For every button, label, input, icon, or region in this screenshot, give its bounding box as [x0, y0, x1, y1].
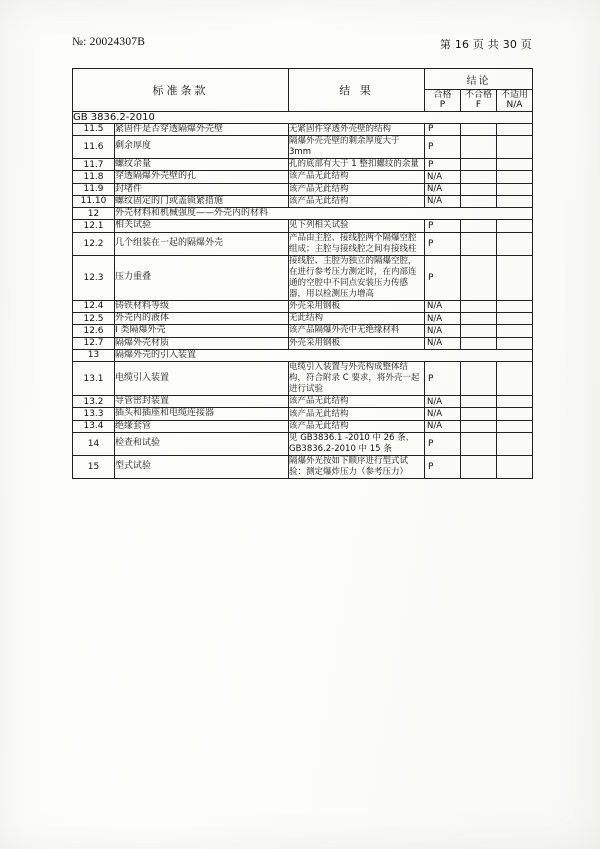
row-mark-fail — [461, 232, 497, 255]
row-result-text: 外壳采用钢板 — [289, 337, 425, 349]
row-clause-number: 12 — [73, 208, 115, 220]
row-mark-fail — [461, 325, 497, 337]
row-mark-na — [497, 183, 533, 195]
row-clause-title: 外壳材料和机械强度——外壳内的材料 — [115, 208, 533, 220]
row-result-text: 该产品无此结构 — [289, 183, 425, 195]
row-result-text: 隔爆外壳壳壁的剩余厚度大于 3mm — [289, 135, 425, 158]
row-mark-pass: P — [425, 232, 461, 255]
row-clause-number: 14 — [73, 432, 115, 455]
row-clause-number: 13.3 — [73, 408, 115, 420]
row-clause-number: 13.4 — [73, 420, 115, 432]
row-clause-text: 绝缘套管 — [115, 420, 289, 432]
row-mark-na — [497, 420, 533, 432]
row-mark-pass: N/A — [425, 325, 461, 337]
row-mark-pass: P — [425, 135, 461, 158]
row-mark-pass: N/A — [425, 300, 461, 312]
row-result-text: 见下列相关试验 — [289, 220, 425, 232]
row-clause-number: 11.6 — [73, 135, 115, 158]
row-mark-pass: N/A — [425, 313, 461, 325]
row-clause-text: 紧固件是否穿透隔爆外壳壁 — [115, 123, 289, 135]
table-row — [73, 349, 533, 361]
row-mark-na — [497, 195, 533, 207]
row-clause-number: 11.5 — [73, 123, 115, 135]
row-mark-na — [497, 123, 533, 135]
table-body — [73, 111, 533, 478]
row-clause-number: 13.1 — [73, 362, 115, 396]
row-clause-text: 相关试验 — [115, 220, 289, 232]
row-mark-pass: N/A — [425, 195, 461, 207]
row-clause-number: 13.2 — [73, 396, 115, 408]
row-mark-pass: N/A — [425, 183, 461, 195]
row-mark-fail — [461, 456, 497, 479]
table-row — [73, 408, 533, 420]
table-row — [73, 123, 533, 135]
fail-code: F — [475, 100, 482, 111]
row-mark-na — [497, 456, 533, 479]
row-result-text: 该产品无此结构 — [289, 396, 425, 408]
row-mark-pass: P — [425, 456, 461, 479]
row-mark-fail — [461, 313, 497, 325]
row-result-text: 该产品无此结构 — [289, 420, 425, 432]
row-result-text: 见 GB3836.1 -2010 中 26 条、GB3836.2-2010 中 15 条 — [289, 432, 425, 455]
table-header-row-1 — [73, 69, 533, 90]
row-mark-fail — [461, 171, 497, 183]
standard-title: GB 3836.2-2010 — [73, 111, 533, 123]
table-row — [73, 300, 533, 312]
row-result-text: 孔的底部有大于 1 整扣螺纹的余量 — [289, 159, 425, 171]
row-clause-number: 12.6 — [73, 325, 115, 337]
row-result-text: 电缆引入装置与外壳构成整体结构，符合附录 C 要求，将外壳一起进行试验 — [289, 362, 425, 396]
row-clause-number: 12.7 — [73, 337, 115, 349]
row-mark-na — [497, 220, 533, 232]
row-mark-pass: P — [425, 362, 461, 396]
table-row — [73, 456, 533, 479]
table-row — [73, 183, 533, 195]
row-mark-na — [497, 362, 533, 396]
row-result-text: 接线腔、主腔为独立的隔爆空腔，在进行参考压力测定时，在内部连通的空腔中不同点安装压力传感器，用以检测压力增高 — [289, 255, 425, 300]
row-clause-text: 螺纹固定的门或盖锁紧措施 — [115, 195, 289, 207]
table-row — [73, 220, 533, 232]
row-mark-na — [497, 255, 533, 300]
row-mark-fail — [461, 337, 497, 349]
row-mark-fail — [461, 183, 497, 195]
pass-code: P — [439, 100, 446, 111]
row-clause-number: 11.7 — [73, 159, 115, 171]
column-header-fail — [461, 90, 497, 112]
row-mark-fail — [461, 195, 497, 207]
na-code: N/A — [506, 100, 523, 111]
row-mark-fail — [461, 396, 497, 408]
row-mark-fail — [461, 408, 497, 420]
row-result-text: 无此结构 — [289, 313, 425, 325]
row-mark-fail — [461, 420, 497, 432]
row-clause-text: 检查和试验 — [115, 432, 289, 455]
row-mark-pass: N/A — [425, 171, 461, 183]
row-clause-number: 12.4 — [73, 300, 115, 312]
row-mark-fail — [461, 159, 497, 171]
row-clause-number: 12.3 — [73, 255, 115, 300]
row-result-text: 该产品无此结构 — [289, 171, 425, 183]
row-clause-number: 13 — [73, 349, 115, 361]
table-row — [73, 362, 533, 396]
table-row — [73, 171, 533, 183]
row-clause-text: 压力重叠 — [115, 255, 289, 300]
page-number: 第 16 页 共 30 页 — [439, 38, 532, 51]
row-mark-na — [497, 408, 533, 420]
row-mark-fail — [461, 255, 497, 300]
row-result-text: 该产品无此结构 — [289, 408, 425, 420]
row-mark-fail — [461, 432, 497, 455]
table-row — [73, 195, 533, 207]
column-header-na — [497, 90, 533, 112]
row-mark-fail — [461, 220, 497, 232]
table-row — [73, 337, 533, 349]
row-result-text: 外壳采用钢板 — [289, 300, 425, 312]
row-clause-number: 12.1 — [73, 220, 115, 232]
table-row — [73, 325, 533, 337]
row-clause-text: 螺纹余量 — [115, 159, 289, 171]
row-clause-text: 穿透隔爆外壳壁的孔 — [115, 171, 289, 183]
column-header-clause: 标准条款 — [73, 69, 289, 112]
row-clause-number: 12.5 — [73, 313, 115, 325]
pass-label: 合格 — [433, 90, 452, 100]
document-number: №: 20024307B — [72, 36, 146, 48]
fail-label: 不合格 — [464, 90, 492, 100]
row-mark-pass: P — [425, 255, 461, 300]
row-clause-text: 封堵件 — [115, 183, 289, 195]
row-result-text: 该产品无此结构 — [289, 195, 425, 207]
row-mark-pass: P — [425, 220, 461, 232]
table-row — [73, 159, 533, 171]
row-mark-na — [497, 337, 533, 349]
row-clause-text: 电缆引入装置 — [115, 362, 289, 396]
row-mark-pass: P — [425, 159, 461, 171]
row-mark-na — [497, 325, 533, 337]
row-clause-text: 隔爆外壳材质 — [115, 337, 289, 349]
row-mark-fail — [461, 135, 497, 158]
row-mark-pass: N/A — [425, 396, 461, 408]
row-result-text: 产品由主腔、接线腔两个隔爆空腔组成；主腔与接线腔之间有接线柱 — [289, 232, 425, 255]
row-result-text: 无紧固件穿透外壳壁的结构 — [289, 123, 425, 135]
row-clause-text: 插头和插座和电缆连接器 — [115, 408, 289, 420]
row-clause-number: 12.2 — [73, 232, 115, 255]
row-clause-text: 导管密封装置 — [115, 396, 289, 408]
row-mark-fail — [461, 123, 497, 135]
row-clause-text: 铸铁材料等级 — [115, 300, 289, 312]
row-mark-pass: P — [425, 432, 461, 455]
row-mark-pass: N/A — [425, 408, 461, 420]
column-header-pass — [425, 90, 461, 112]
row-mark-na — [497, 135, 533, 158]
standard-title-row — [73, 111, 533, 123]
row-clause-number: 11.10 — [73, 195, 115, 207]
row-mark-pass: P — [425, 123, 461, 135]
row-clause-text: 几个组装在一起的隔爆外壳 — [115, 232, 289, 255]
table-row — [73, 208, 533, 220]
row-mark-fail — [461, 300, 497, 312]
row-result-text: 该产品隔爆外壳中无绝缘材料 — [289, 325, 425, 337]
table-row — [73, 313, 533, 325]
table-row — [73, 396, 533, 408]
page-header — [72, 36, 532, 52]
table-row — [73, 232, 533, 255]
inspection-table — [72, 68, 533, 479]
row-mark-na — [497, 313, 533, 325]
column-header-result: 结 果 — [289, 69, 425, 112]
row-clause-text: 外壳内的液体 — [115, 313, 289, 325]
row-clause-text: 剩余厚度 — [115, 135, 289, 158]
row-mark-na — [497, 159, 533, 171]
row-mark-na — [497, 300, 533, 312]
row-clause-number: 15 — [73, 456, 115, 479]
row-mark-fail — [461, 362, 497, 396]
row-mark-na — [497, 432, 533, 455]
row-mark-pass: N/A — [425, 420, 461, 432]
table-row — [73, 135, 533, 158]
row-clause-text: I 类隔爆外壳 — [115, 325, 289, 337]
row-mark-na — [497, 171, 533, 183]
row-mark-na — [497, 396, 533, 408]
row-clause-number: 11.8 — [73, 171, 115, 183]
column-header-conclusion: 结论 — [425, 69, 533, 90]
row-clause-title: 隔爆外壳的引入装置 — [115, 349, 533, 361]
row-mark-pass: N/A — [425, 337, 461, 349]
table-row — [73, 420, 533, 432]
row-result-text: 隔爆外光按如下顺序进行型式试验：测定爆炸压力（参考压力） — [289, 456, 425, 479]
table-row — [73, 432, 533, 455]
row-clause-number: 11.9 — [73, 183, 115, 195]
table-row — [73, 255, 533, 300]
na-label: 不适用 — [501, 90, 529, 100]
row-clause-text: 型式试验 — [115, 456, 289, 479]
row-mark-na — [497, 232, 533, 255]
table-head — [73, 69, 533, 112]
